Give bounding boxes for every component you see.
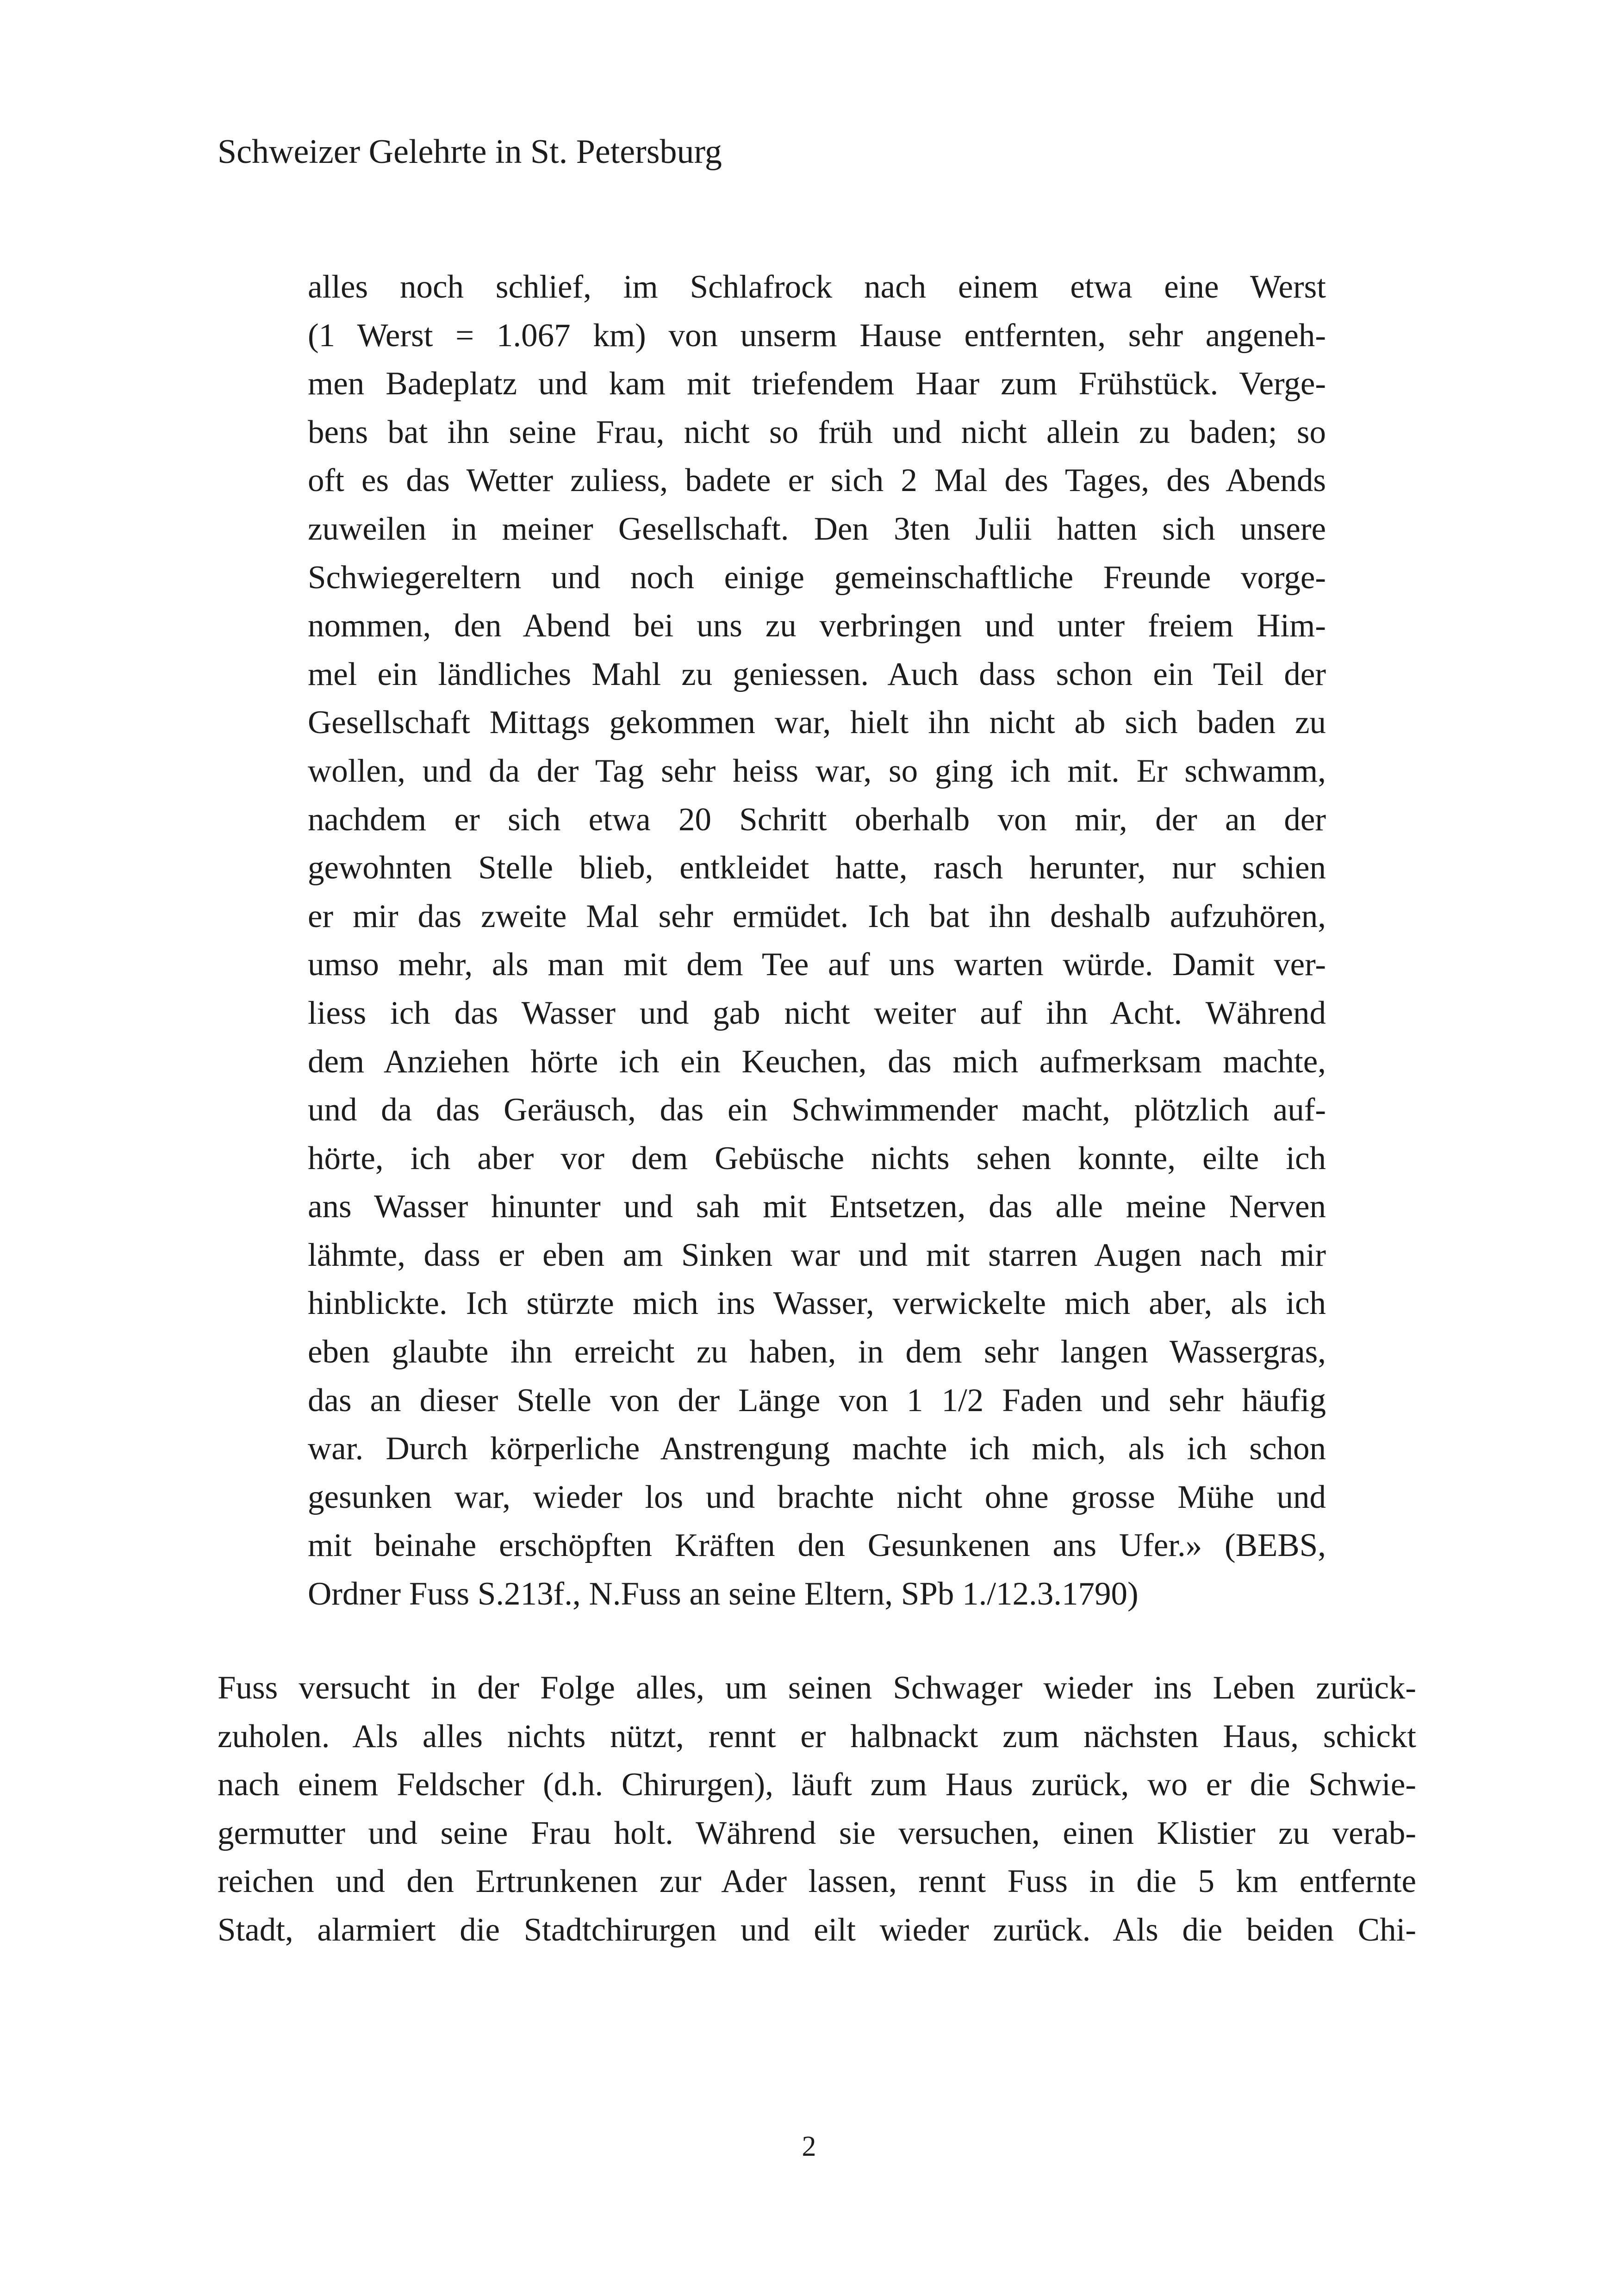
quote-line: alles noch schlief, im Schlafrock nach einem etwa eine Werst — [308, 269, 1326, 305]
quote-line: hinblickte. Ich stürzte mich ins Wasser, verwickelte mich aber, als ich — [308, 1285, 1326, 1322]
body-line: Stadt, alarmiert die Stadtchirurgen und eilt wieder zurück. Als die beiden Chi- — [218, 1911, 1416, 1948]
body-line: reichen und den Ertrunkenen zur Ader lassen, rennt Fuss in die 5 km entfernte — [218, 1863, 1416, 1900]
quote-line: umso mehr, als man mit dem Tee auf uns warten würde. Damit ver- — [308, 946, 1326, 983]
body-line: zuholen. Als alles nichts nützt, rennt er halbnackt zum nächsten Haus, schickt — [218, 1718, 1416, 1755]
quote-line: liess ich das Wasser und gab nicht weiter auf ihn Acht. Während — [308, 995, 1326, 1031]
quote-line: oft es das Wetter zuliess, badete er sich 2 Mal des Tages, des Abends — [308, 462, 1326, 499]
quote-line: und da das Geräusch, das ein Schwimmender macht, plötzlich auf- — [308, 1092, 1326, 1128]
quote-line: hörte, ich aber vor dem Gebüsche nichts sehen konnte, eilte ich — [308, 1140, 1326, 1176]
block-quote — [308, 263, 1326, 1618]
quote-line: zuweilen in meiner Gesellschaft. Den 3ten Julii hatten sich unsere — [308, 510, 1326, 547]
quote-line: mit beinahe erschöpften Kräften den Gesunkenen ans Ufer.» (BEBS, — [308, 1527, 1326, 1564]
quote-line: (1 Werst = 1.067 km) von unserm Hause entfernten, sehr angeneh- — [308, 317, 1326, 354]
quote-line: gewohnten Stelle blieb, entkleidet hatte, rasch herunter, nur schien — [308, 850, 1326, 886]
quote-line: mel ein ländliches Mahl zu geniessen. Auch dass schon ein Teil der — [308, 656, 1326, 692]
body-paragraph — [218, 1664, 1416, 1954]
quote-line: er mir das zweite Mal sehr ermüdet. Ich bat ihn deshalb aufzuhören, — [308, 898, 1326, 934]
quote-line: das an dieser Stelle von der Länge von 1 1/2 Faden und sehr häufig — [308, 1382, 1326, 1419]
page-number: 2 — [802, 2131, 816, 2162]
quote-line: ans Wasser hinunter und sah mit Entsetzen, das alle meine Nerven — [308, 1188, 1326, 1225]
body-line: germutter und seine Frau holt. Während sie versuchen, einen Klistier zu verab- — [218, 1815, 1416, 1851]
quote-line: eben glaubte ihn erreicht zu haben, in dem sehr langen Wassergras, — [308, 1334, 1326, 1370]
quote-line: nachdem er sich etwa 20 Schritt oberhalb von mir, der an der — [308, 801, 1326, 838]
quote-line: men Badeplatz und kam mit triefendem Haar zum Frühstück. Verge- — [308, 366, 1326, 402]
quote-line: Ordner Fuss S.213f., N.Fuss an seine Eltern, SPb 1./12.3.1790) — [308, 1576, 1139, 1612]
quote-line: nommen, den Abend bei uns zu verbringen und unter freiem Him- — [308, 608, 1326, 644]
quote-line: lähmte, dass er eben am Sinken war und mit starren Augen nach mir — [308, 1237, 1326, 1273]
quote-line: war. Durch körperliche Anstrengung machte ich mich, als ich schon — [308, 1431, 1326, 1467]
quote-line: dem Anziehen hörte ich ein Keuchen, das mich aufmerksam machte, — [308, 1043, 1326, 1080]
quote-line: gesunken war, wieder los und brachte nicht ohne grosse Mühe und — [308, 1479, 1326, 1515]
quote-line: wollen, und da der Tag sehr heiss war, so ging ich mit. Er schwamm, — [308, 753, 1326, 789]
quote-line: Gesellschaft Mittags gekommen war, hielt ihn nicht ab sich baden zu — [308, 704, 1326, 741]
body-line: Fuss versucht in der Folge alles, um seinen Schwager wieder ins Leben zurück- — [218, 1670, 1416, 1706]
running-header: Schweizer Gelehrte in St. Petersburg — [218, 133, 722, 171]
quote-line: bens bat ihn seine Frau, nicht so früh und nicht allein zu baden; so — [308, 414, 1326, 450]
quote-line: Schwiegereltern und noch einige gemeinschaftliche Freunde vorge- — [308, 559, 1326, 596]
body-line: nach einem Feldscher (d.h. Chirurgen), läuft zum Haus zurück, wo er die Schwie- — [218, 1767, 1416, 1803]
